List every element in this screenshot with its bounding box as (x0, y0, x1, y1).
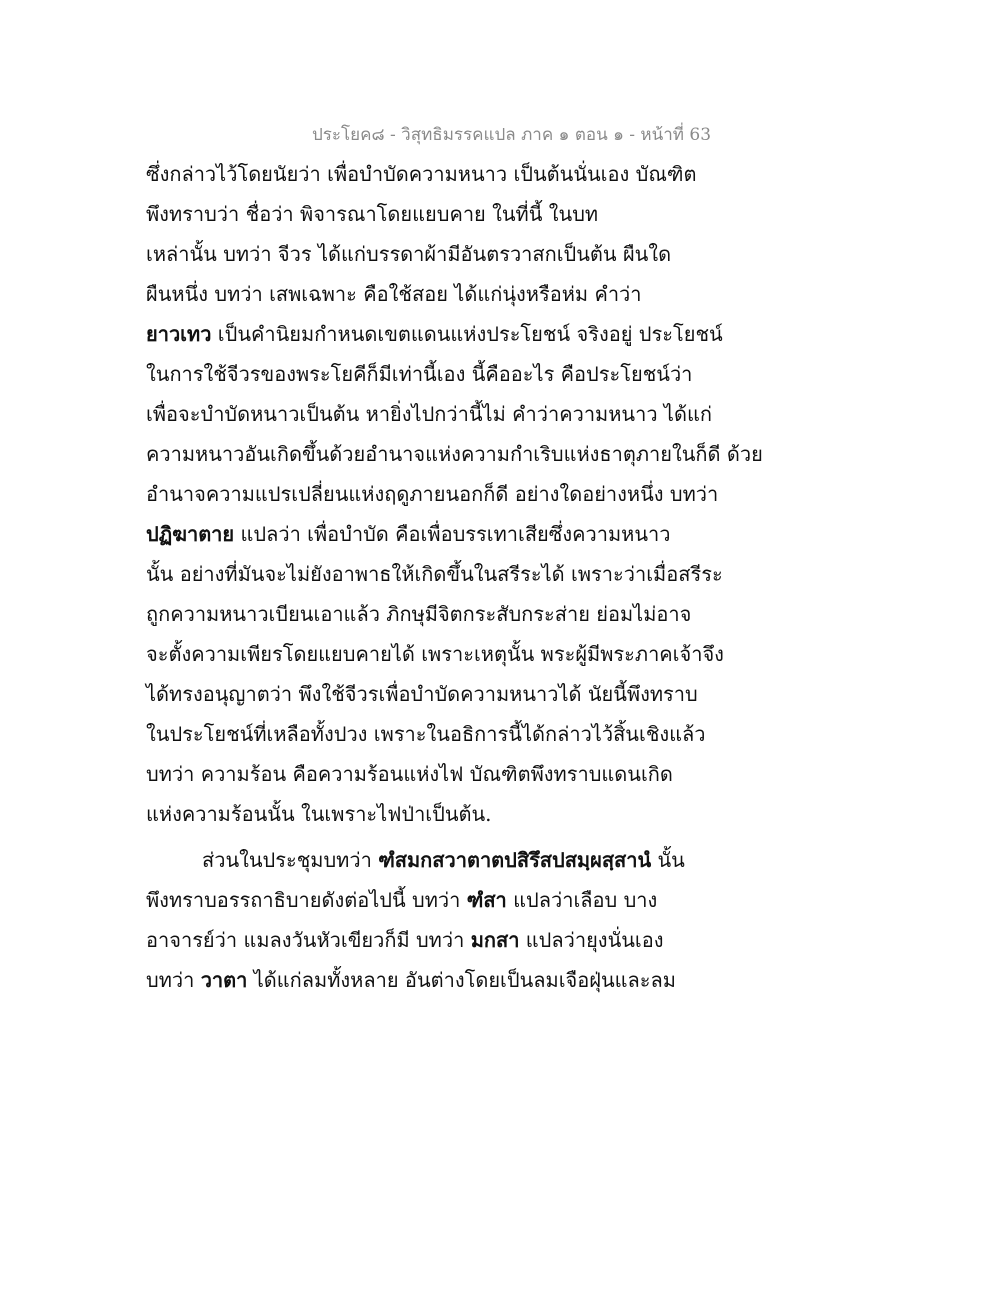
pali-term: ฑํสมกสวาตาตปสิรึสปสมฺผสฺสานํ (378, 848, 652, 872)
text-line: บทว่า ความร้อน คือความร้อนแห่งไฟ บัณฑิตพึงทราบแดนเกิด (146, 762, 673, 786)
text-line: ได้ทรงอนุญาตว่า พึงใช้จีวรเพื่อบำบัดความหนาวได้ นัยนี้พึงทราบ (146, 682, 698, 706)
text-span: แปลว่า เพื่อบำบัด คือเพื่อบรรเทาเสียซึ่งความหนาว (234, 522, 671, 546)
pali-term: มกสา (470, 928, 520, 952)
text-line (146, 886, 746, 926)
text-span: พึงทราบอรรถาธิบายดังต่อไปนี้ บทว่า (146, 888, 467, 912)
text-span: แปลว่าเลือบ บาง (506, 888, 658, 912)
text-line: ผืนหนึ่ง บทว่า เสพเฉพาะ คือใช้สอย ได้แก่นุ่งหรือห่ม คำว่า (146, 282, 642, 306)
text-line: ซึ่งกล่าวไว้โดยนัยว่า เพื่อบำบัดความหนาว เป็นต้นนั่นเอง บัณฑิต (146, 162, 697, 186)
text-line: พึงทราบว่า ชื่อว่า พิจารณาโดยแยบคาย ในที่นี้ ในบท (146, 202, 599, 226)
text-line: เพื่อจะบำบัดหนาวเป็นต้น หายิ่งไปกว่านี้ไม่ คำว่าความหนาว ได้แก่ (146, 402, 712, 426)
pali-term: ยาวเทว (146, 322, 212, 346)
text-line: จะตั้งความเพียรโดยแยบคายได้ เพราะเหตุนั้น พระผู้มีพระภาคเจ้าจึง (146, 642, 724, 666)
text-line: แห่งความร้อนนั้น ในเพราะไฟป่าเป็นต้น. (146, 802, 492, 826)
paragraph-start-line (146, 846, 746, 886)
text-line: ถูกความหนาวเบียนเอาแล้ว ภิกษุมีจิตกระสับกระส่าย ย่อมไม่อาจ (146, 602, 692, 626)
text-span: อาจารย์ว่า แมลงวันหัวเขียวก็มี บทว่า (146, 928, 471, 952)
text-span: นั้น (651, 848, 685, 872)
text-line: ความหนาวอันเกิดขึ้นด้วยอำนาจแห่งความกำเริบแห่งธาตุภายในก็ดี ด้วย (146, 442, 763, 466)
text-span: แปลว่ายุงนั่นเอง (519, 928, 664, 952)
text-line: นั้น อย่างที่มันจะไม่ยังอาพาธให้เกิดขึ้นในสรีระได้ เพราะว่าเมื่อสรีระ (146, 562, 723, 586)
text-line: ในการใช้จีวรของพระโยคีก็มีเท่านี้เอง นี้คืออะไร คือประโยชน์ว่า (146, 362, 693, 386)
text-span: ได้แก่ลมทั้งหลาย อันต่างโดยเป็นลมเจือฝุ่นและลม (247, 968, 676, 992)
text-line (146, 966, 746, 1006)
text-span: บทว่า (146, 968, 201, 992)
text-span: เป็นคำนิยมกำหนดเขตแดนแห่งประโยชน์ จริงอยู่ ประโยชน์ (211, 322, 723, 346)
pali-term: วาตา (200, 968, 248, 992)
pali-term: ปฏิฆาตาย (146, 522, 235, 546)
text-line (146, 320, 746, 360)
text-line: ในประโยชน์ที่เหลือทั้งปวง เพราะในอธิการนี้ได้กล่าวไว้สิ้นเชิงแล้ว (146, 722, 706, 746)
text-line (146, 520, 746, 560)
body-text (146, 160, 763, 1006)
text-span: ส่วนในประชุมบทว่า (202, 848, 379, 872)
text-line: อำนาจความแปรเปลี่ยนแห่งฤดูภายนอกก็ดี อย่างใดอย่างหนึ่ง บทว่า (146, 482, 719, 506)
page-header: ประโยค๘ - วิสุทธิมรรคแปล ภาค ๑ ตอน ๑ - หน้าที่ 63 (312, 125, 712, 145)
text-line: เหล่านั้น บทว่า จีวร ได้แก่บรรดาผ้ามีอันตรวาสกเป็นต้น ผืนใด (146, 242, 672, 266)
text-line (146, 926, 746, 966)
pali-term: ฑํสา (466, 888, 507, 912)
